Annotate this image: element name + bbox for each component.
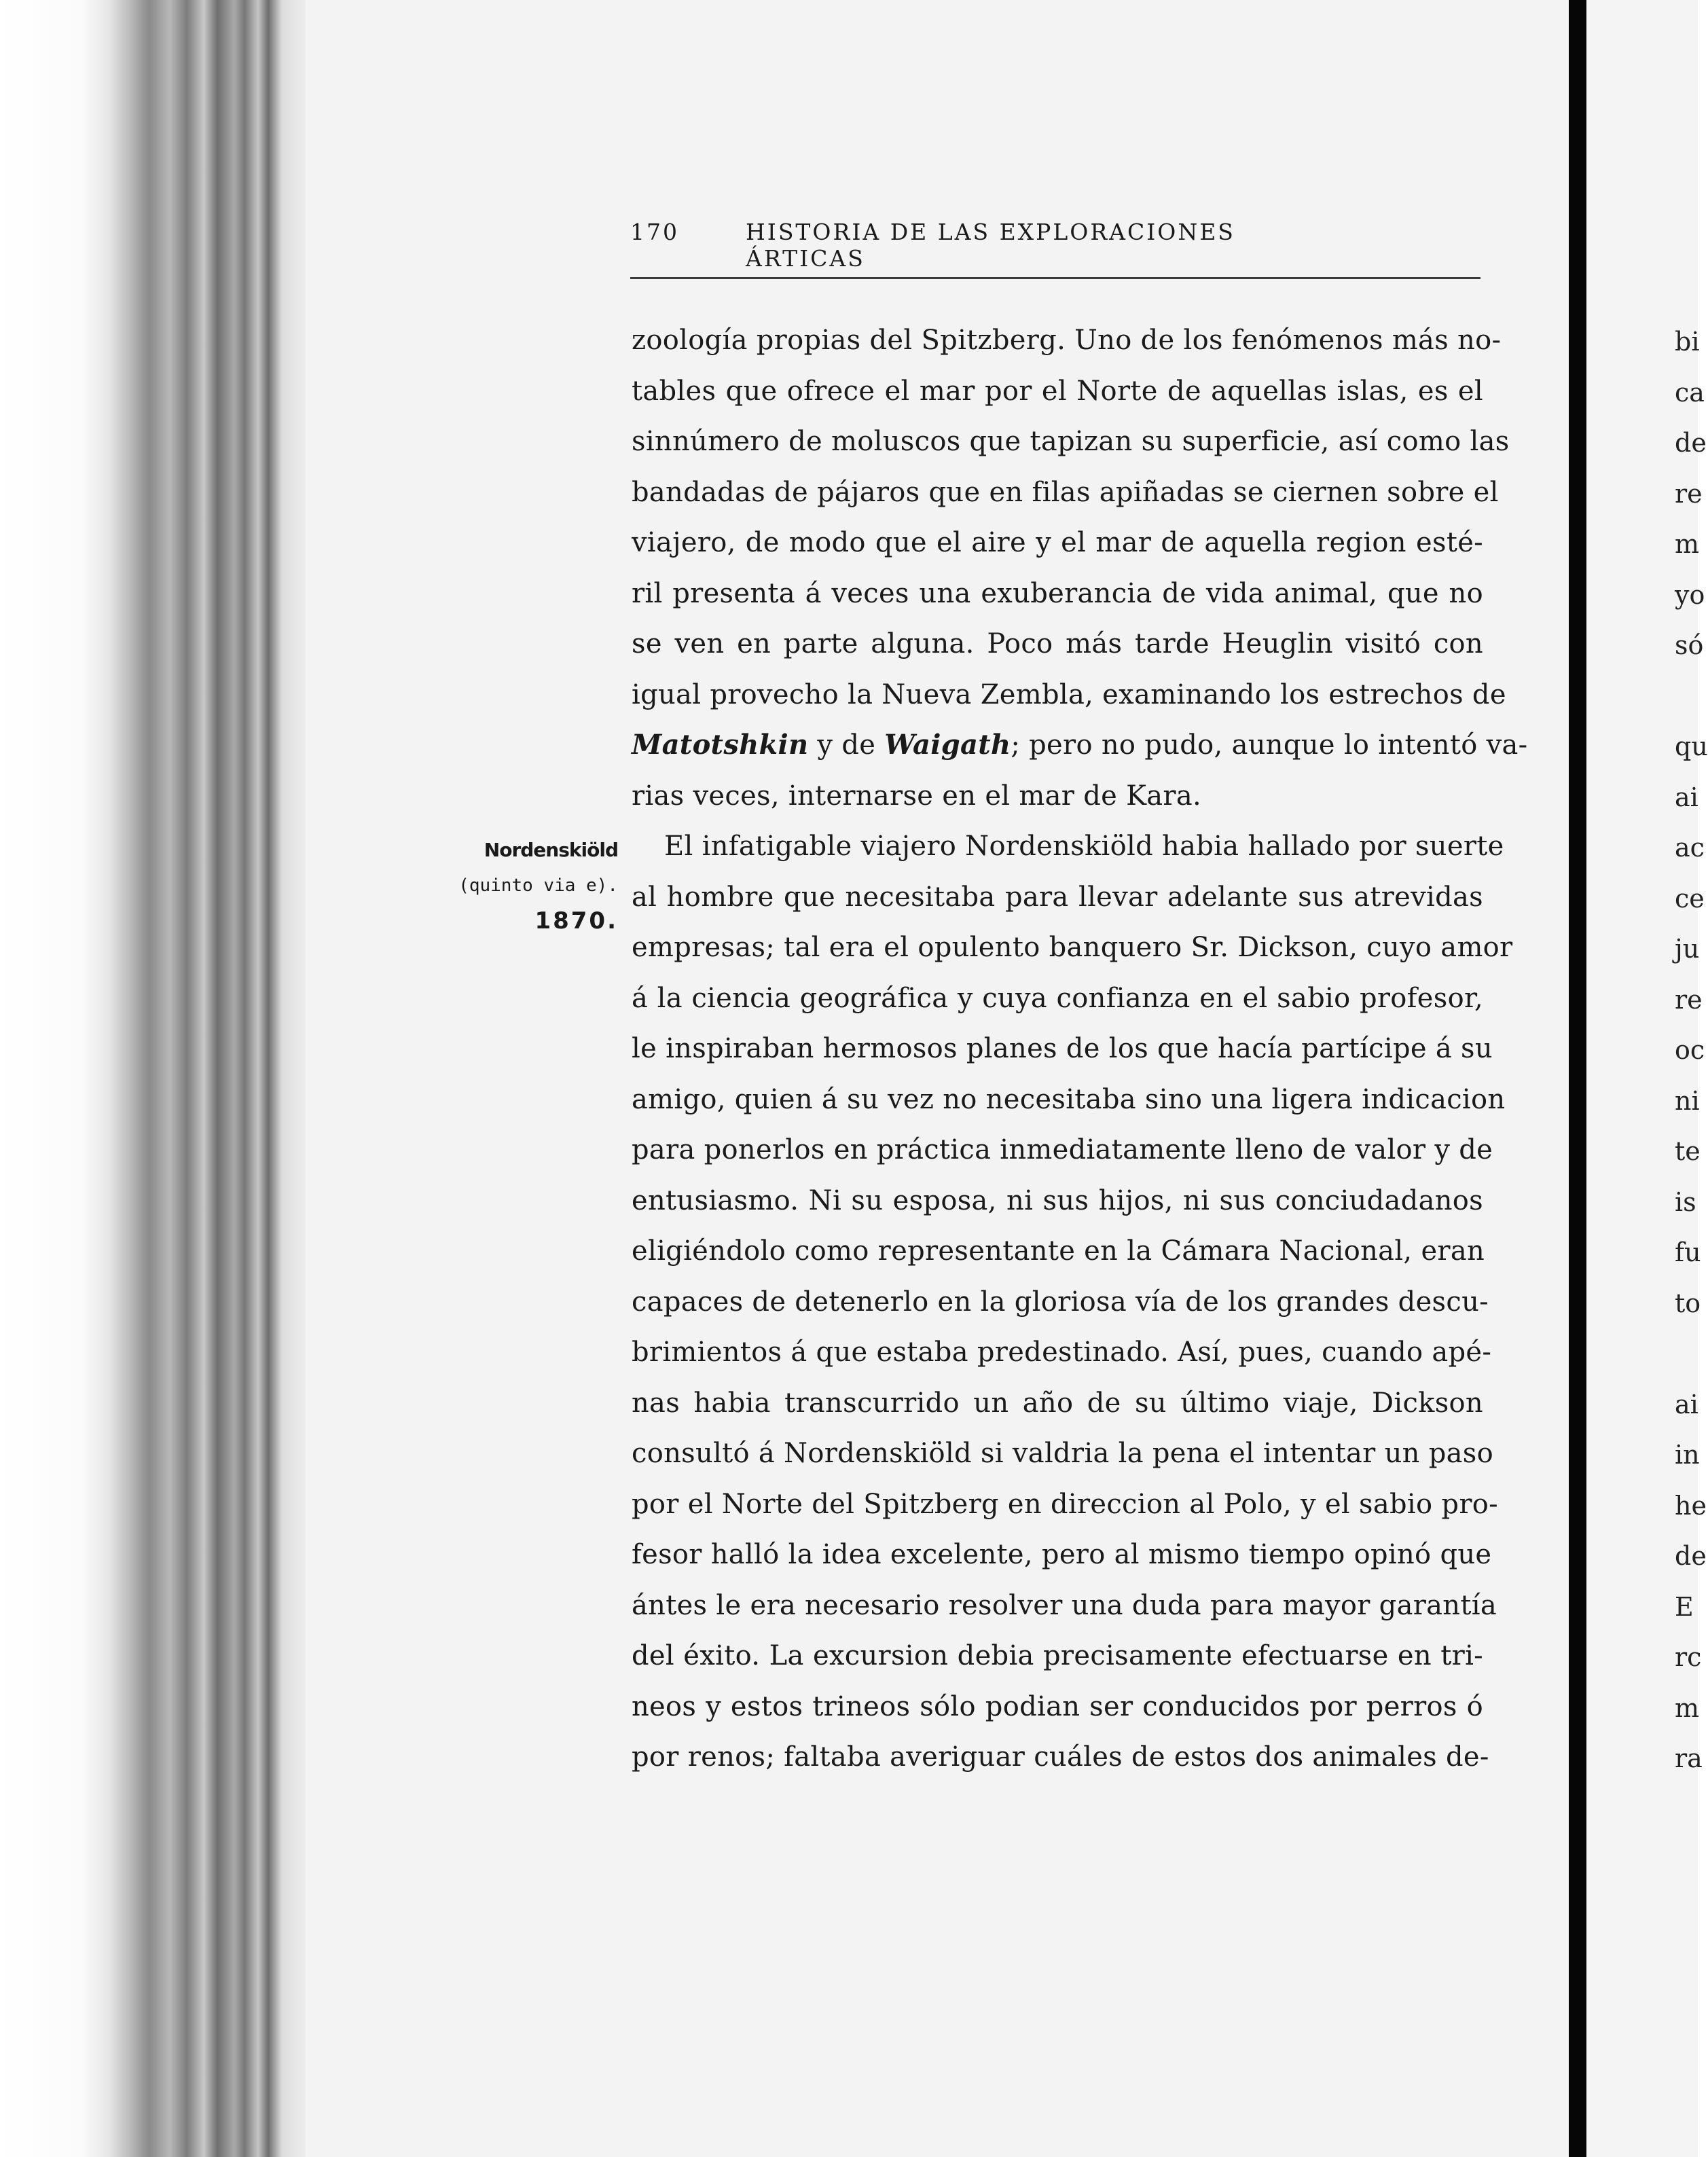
text-line: á la ciencia geográfica y cuya confianza en el sabio profesor, [632, 982, 1483, 1014]
text-line: capaces de detenerlo en la gloriosa vía de los grandes descu- [632, 1286, 1489, 1318]
text-line: sinnúmero de moluscos que tapizan su superficie, así como las [632, 426, 1510, 457]
text-line: zoología propias del Spitzberg. Uno de los fenómenos más no- [632, 325, 1502, 356]
facing-fragment: in [1675, 1440, 1700, 1470]
facing-fragment: ac [1675, 833, 1705, 863]
text-line: le inspiraban hermosos planes de los que hacía partícipe á su [632, 1033, 1493, 1064]
text-line: amigo, quien á su vez no necesitaba sino una ligera indicacion [632, 1083, 1506, 1115]
body-text [632, 315, 1528, 1783]
text-line: del éxito. La excursion debia precisamente efectuarse en tri- [632, 1640, 1483, 1671]
facing-fragment: de [1675, 1541, 1707, 1571]
facing-fragment: he [1675, 1490, 1707, 1521]
facing-fragment: ni [1675, 1085, 1700, 1116]
text-line: rias veces, internarse en el mar de Kara. [632, 780, 1202, 812]
facing-fragment [1675, 671, 1698, 722]
text-line: para ponerlos en práctica inmediatamente lleno de valor y de [632, 1134, 1493, 1165]
italic-place-name: Waigath [884, 729, 1011, 761]
facing-fragment: ai [1675, 782, 1698, 812]
facing-fragment: is [1675, 1186, 1696, 1217]
text-line: ril presenta á veces una exuberancia de vida animal, que no [632, 577, 1483, 609]
facing-fragment: ra [1675, 1743, 1703, 1773]
facing-fragment: m [1675, 529, 1700, 559]
facing-fragment: bi [1675, 327, 1700, 357]
book-page-edge [0, 0, 306, 2157]
facing-page-text [1675, 316, 1708, 1784]
facing-fragment: te [1675, 1136, 1701, 1166]
facing-fragment: to [1675, 1288, 1701, 1318]
facing-fragment: m [1675, 1692, 1700, 1723]
marginal-note-name: Nordenskiöld [484, 839, 618, 861]
facing-fragment: qu [1675, 731, 1708, 761]
text-line: ántes le era necesario resolver una duda para mayor garantía [632, 1589, 1497, 1621]
italic-place-name: Matotshkin [632, 729, 809, 761]
facing-fragment [1675, 1328, 1698, 1379]
text-line: El infatigable viajero Nordenskiöld habia hallado por suerte [664, 831, 1504, 862]
text-line: por el Norte del Spitzberg en direccion al Polo, y el sabio pro- [632, 1488, 1498, 1520]
running-head [630, 219, 1364, 272]
facing-fragment: yo [1675, 579, 1705, 610]
text-line: igual provecho la Nueva Zembla, examinando los estrechos de [632, 678, 1506, 710]
text-line: nas habia transcurrido un año de su último viaje, Dickson [632, 1387, 1483, 1419]
text-line: consultó á Nordenskiöld si valdria la pena el intentar un paso [632, 1438, 1493, 1469]
text-line: viajero, de modo que el aire y el mar de aquella region esté- [632, 527, 1483, 558]
running-title: HISTORIA DE LAS EXPLORACIONES ÁRTICAS [746, 219, 1235, 272]
marginal-note [441, 833, 618, 939]
facing-fragment: de [1675, 428, 1707, 458]
marginal-note-year: 1870. [534, 907, 618, 935]
book-gutter [1569, 0, 1586, 2157]
marginal-note-voyage: (quinto via e). [458, 875, 618, 896]
text-line: tables que ofrece el mar por el Norte de aquellas islas, es el [632, 375, 1483, 407]
text-line: brimientos á que estaba predestinado. Así, pues, cuando apé- [632, 1337, 1492, 1368]
facing-fragment: ca [1675, 377, 1705, 407]
text-line: empresas; tal era el opulento banquero Sr. Dickson, cuyo amor [632, 932, 1513, 963]
text-line: neos y estos trineos sólo podian ser conducidos por perros ó [632, 1690, 1483, 1722]
facing-fragment: re [1675, 478, 1703, 509]
facing-fragment: ju [1675, 934, 1700, 964]
text-line: entusiasmo. Ni su esposa, ni sus hijos, ni sus conciudadanos [632, 1184, 1483, 1216]
text-run: ; pero no pudo, aunque lo intentó va- [1011, 729, 1528, 761]
facing-fragment: ce [1675, 883, 1705, 913]
facing-fragment: oc [1675, 1035, 1705, 1065]
header-rule [630, 277, 1480, 279]
facing-fragment: rc [1675, 1642, 1702, 1672]
text-line: eligiéndolo como representante en la Cámara Nacional, eran [632, 1235, 1485, 1267]
facing-fragment: só [1675, 630, 1704, 660]
facing-fragment: E [1675, 1591, 1694, 1622]
text-line: por renos; faltaba averiguar cuáles de estos dos animales de- [632, 1741, 1489, 1773]
text-line: se ven en parte alguna. Poco más tarde Heuglin visitó con [632, 628, 1483, 659]
text-line [632, 720, 1528, 771]
facing-fragment: re [1675, 984, 1703, 1015]
text-line: bandadas de pájaros que en filas apiñadas se ciernen sobre el [632, 476, 1499, 508]
text-run: y de [808, 729, 885, 761]
page-number: 170 [630, 219, 679, 245]
facing-fragment: ai [1675, 1389, 1698, 1419]
text-line: al hombre que necesitaba para llevar adelante sus atrevidas [632, 881, 1483, 913]
facing-fragment: fu [1675, 1237, 1701, 1267]
text-line: fesor halló la idea excelente, pero al mismo tiempo opinó que [632, 1539, 1492, 1570]
